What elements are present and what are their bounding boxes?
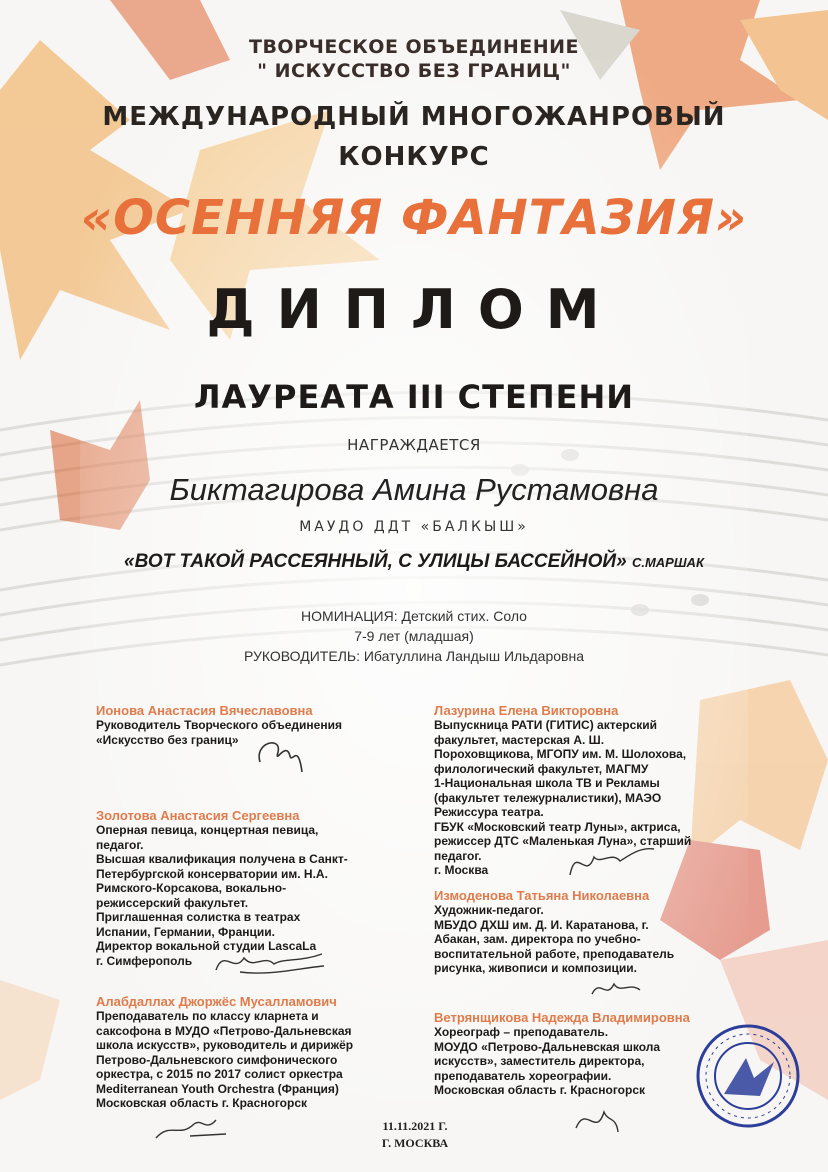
jury-description: Оперная певица, концертная певица, педагог. Высшая квалификация получена в Санкт- Петербургской консерватории им. Н.А. Римского-Корсакова, вокально- режиссерский факультет. Приглашенная солистка в театрах Испании, Германии, Франции. Директор вокальной студии LascaLa г. Симферополь bbox=[96, 823, 348, 968]
organization-stamp bbox=[694, 1022, 802, 1130]
jury-description: Преподаватель по классу кларнета и саксофона в МУДО «Петрово-Дальневская школа искусств», руководитель и дирижёр Петрово-Дальневского симфонического оркестра, с 2015 по 2017 солист оркестра Mediterranean Youth Orchestra (Франция) Московская область г. Красногорск bbox=[96, 1009, 354, 1110]
age-group: 7-9 лет (младшая) bbox=[354, 628, 474, 644]
laureate-degree: ЛАУРЕАТА III СТЕПЕНИ bbox=[193, 378, 635, 416]
nomination: НОМИНАЦИЯ: Детский стих. Соло bbox=[301, 608, 527, 624]
school-name: МАУДО ДДТ «БАЛКЫШ» bbox=[299, 519, 529, 535]
signature-image bbox=[150, 1108, 230, 1144]
nomination-block bbox=[0, 606, 828, 666]
issue-date-block bbox=[360, 1118, 470, 1152]
contest-type-line: МЕЖДУНАРОДНЫЙ МНОГОЖАНРОВЫЙ bbox=[102, 102, 726, 132]
awarded-label: НАГРАЖДАЕТСЯ bbox=[347, 436, 481, 454]
work-title-line bbox=[0, 551, 828, 573]
jury-description: Художник-педагог. МБУДО ДХШ им. Д. И. Каратанова, г. Абакан, зам. директора по учебно- воспитательной работе, преподаватель рисунка, живописи и композиции. bbox=[434, 903, 675, 975]
signature-image bbox=[252, 732, 312, 778]
jury-name: Ветрянщикова Надежда Владимировна bbox=[434, 1010, 690, 1025]
jury-description: Выпускница РАТИ (ГИТИС) актерский факультет, мастерская А. Ш. Пороховщикова, МГОПУ им. М. Шолохова, филологический факультет, МАГМУ 1-Национальная школа ТВ и Рекламы (факультет тележурналистики), МАЭО Режиссура театра. ГБУК «Московский театр Луны», актриса, режиссер ДТС «Маленькая Луна», старший педагог. г. Москва bbox=[434, 718, 692, 877]
signature-image bbox=[210, 944, 330, 980]
recipient-name: Биктагирова Амина Рустамовна bbox=[169, 472, 659, 507]
signature-image bbox=[566, 1098, 626, 1142]
diploma-title: ДИПЛОМ bbox=[206, 278, 622, 341]
jury-description: Руководитель Творческого объединения «Искусство без границ» bbox=[96, 718, 342, 747]
organizer-line: ТВОРЧЕСКОЕ ОБЪЕДИНЕНИЕ bbox=[248, 36, 580, 58]
issue-date: 11.11.2021 Г. bbox=[382, 1119, 448, 1133]
jury-member bbox=[434, 888, 764, 976]
supervisor: РУКОВОДИТЕЛЬ: Ибатуллина Ландыш Ильдаровна bbox=[244, 648, 584, 664]
jury-name: Измоденова Татьяна Николаевна bbox=[434, 888, 650, 903]
jury-name: Лазурина Елена Викторовна bbox=[434, 703, 619, 718]
organizer-name: " ИСКУССТВО БЕЗ ГРАНИЦ" bbox=[257, 60, 571, 82]
jury-description: Хореограф – преподаватель. МОУДО «Петрово-Дальневская школа искусств», заместитель директора, преподаватель хореографии. Московская область г. Красногорск bbox=[434, 1025, 661, 1097]
jury-name: Алабдаллах Джоржёс Мусалламович bbox=[96, 994, 337, 1009]
jury-member bbox=[96, 994, 426, 1111]
signature-image bbox=[560, 835, 660, 885]
contest-type-line-2: КОНКУРС bbox=[338, 142, 490, 172]
signature-image bbox=[586, 974, 646, 1004]
contest-title: «ОСЕННЯЯ ФАНТАЗИЯ» bbox=[80, 190, 748, 246]
work-author: С.МАРШАК bbox=[631, 555, 704, 570]
jury-name: Ионова Анастасия Вячеславовна bbox=[96, 703, 313, 718]
jury-name: Золотова Анастасия Сергеевна bbox=[96, 808, 300, 823]
work-title: «ВОТ ТАКОЙ РАССЕЯННЫЙ, С УЛИЦЫ БАССЕЙНОЙ» bbox=[124, 551, 627, 572]
issue-city: Г. МОСКВА bbox=[381, 1136, 449, 1150]
